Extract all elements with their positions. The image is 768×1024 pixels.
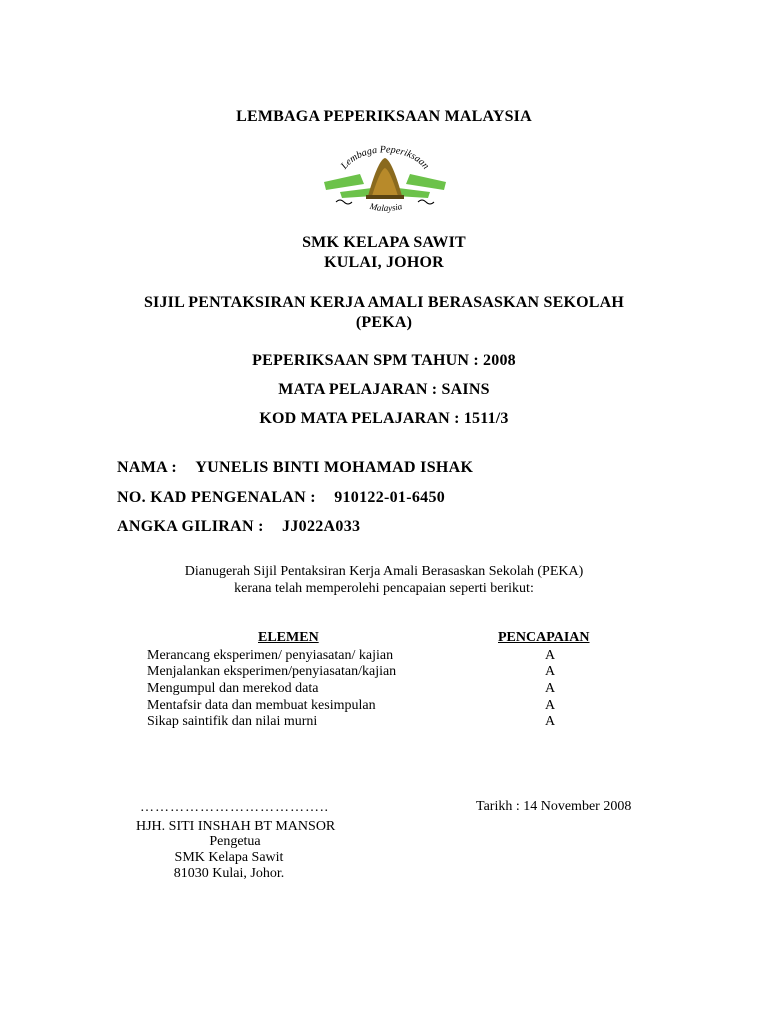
institution-title: LEMBAGA PEPERIKSAAN MALAYSIA [236, 108, 532, 125]
row-element: Mengumpul dan merekod data [147, 681, 319, 696]
row-element: Mentafsir data dan membuat kesimpulan [147, 698, 376, 713]
ic-label: NO. KAD PENGENALAN : [117, 489, 316, 506]
logo-bottom-text: Malaysia [368, 200, 404, 214]
issue-date: Tarikh : 14 November 2008 [476, 799, 632, 814]
student-index-row [117, 518, 360, 536]
results-table [0, 630, 768, 740]
lembaga-logo [320, 138, 450, 220]
exam-subject: MATA PELAJARAN : SAINS [278, 381, 490, 398]
row-grade: A [544, 664, 556, 679]
signatory-name: HJH. SITI INSHAH BT MANSOR [136, 819, 336, 834]
signatory-position: Pengetua [209, 834, 261, 849]
exam-year: PEPERIKSAAN SPM TAHUN : 2008 [252, 352, 516, 369]
row-element: Menjalankan eksperimen/penyiasatan/kajian [147, 664, 397, 679]
header-element: ELEMEN [258, 630, 319, 645]
svg-text:Malaysia [368, 201, 404, 213]
name-value: YUNELIS BINTI MOHAMAD ISHAK [195, 459, 474, 476]
signature-line: ……………………………….. [140, 800, 329, 815]
row-element: Sikap saintifik dan nilai murni [147, 714, 318, 729]
row-element: Merancang eksperimen/ penyiasatan/ kajian [147, 648, 394, 663]
award-line-1: Dianugerah Sijil Pentaksiran Kerja Amali Berasaskan Sekolah (PEKA) [184, 564, 584, 579]
ic-value: 910122-01-6450 [334, 489, 446, 506]
student-ic-row [117, 489, 445, 507]
school-name: SMK KELAPA SAWIT [302, 234, 466, 251]
header-grade: PENCAPAIAN [498, 630, 590, 645]
index-value: JJ022A033 [282, 518, 361, 535]
certificate-title: SIJIL PENTAKSIRAN KERJA AMALI BERASASKAN SEKOLAH [143, 294, 625, 311]
row-grade: A [544, 681, 556, 696]
exam-code: KOD MATA PELAJARAN : 1511/3 [259, 410, 509, 427]
signatory-address: 81030 Kulai, Johor. [173, 866, 285, 881]
name-label: NAMA : [117, 459, 178, 476]
logo-top-text: Lembaga Peperiksaan [338, 144, 432, 172]
signatory-school: SMK Kelapa Sawit [174, 850, 284, 865]
row-grade: A [544, 714, 556, 729]
award-line-2: kerana telah memperolehi pencapaian seperti berikut: [234, 581, 534, 596]
index-label: ANGKA GILIRAN : [117, 518, 264, 535]
certificate-abbrev: (PEKA) [355, 314, 413, 331]
student-name-row [117, 459, 473, 477]
row-grade: A [544, 698, 556, 713]
school-location: KULAI, JOHOR [324, 254, 444, 271]
row-grade: A [544, 648, 556, 663]
